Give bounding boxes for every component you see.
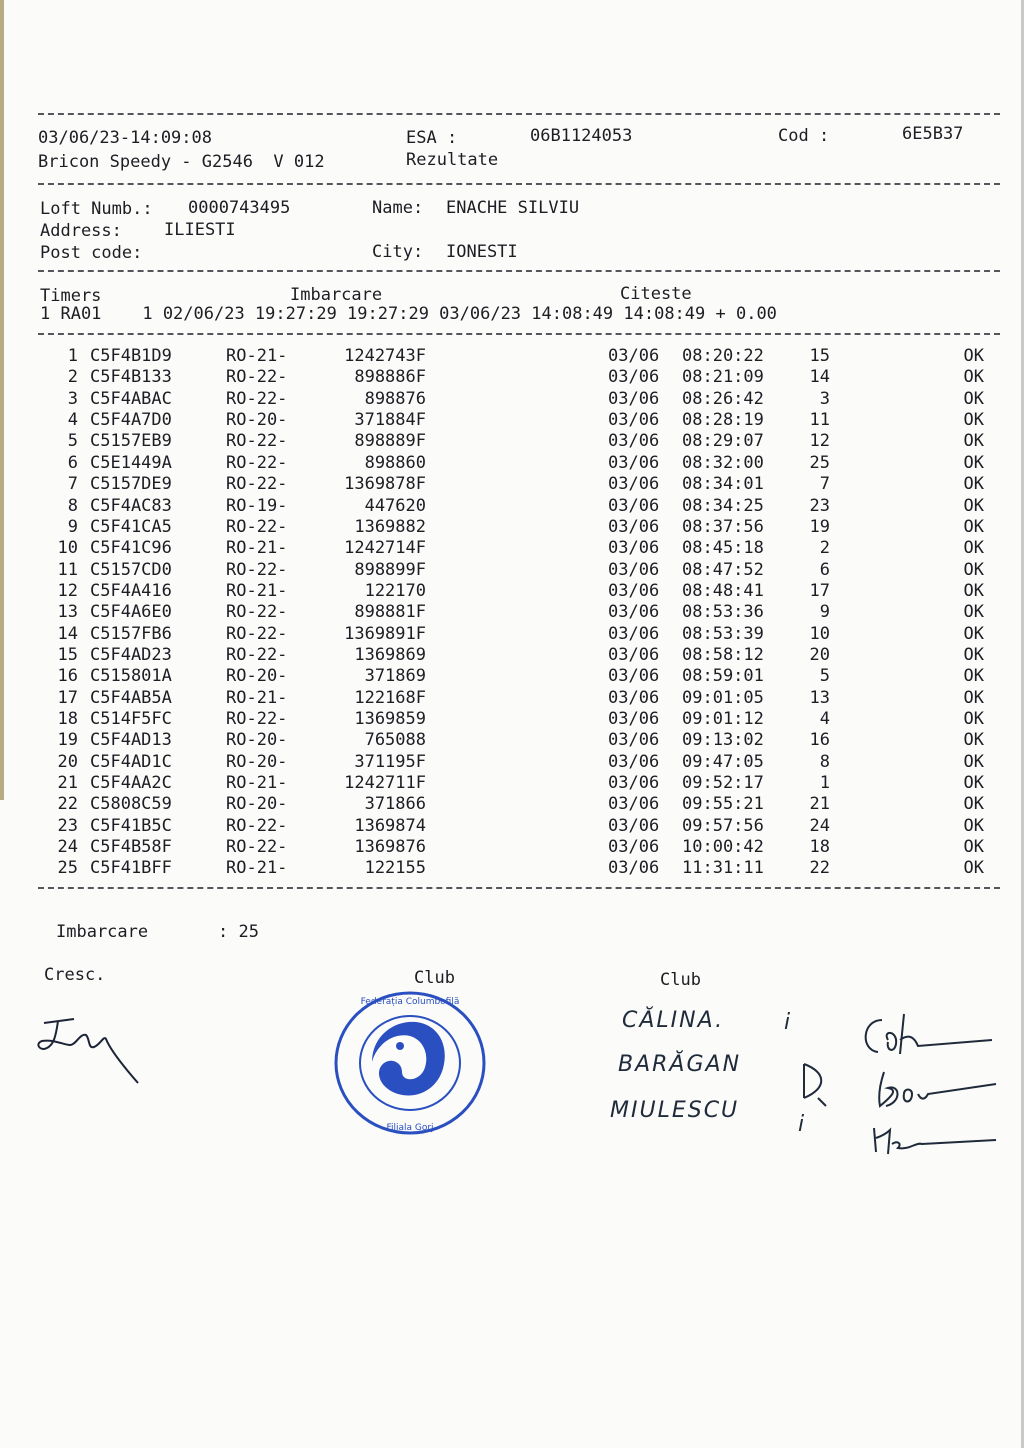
loft-label: Loft Numb.: [40, 199, 153, 219]
arrival-date: 03/06 [608, 431, 660, 452]
table-row [40, 431, 990, 452]
arrival-date: 03/06 [608, 858, 660, 879]
table-row [40, 602, 990, 623]
chip-id: C5F4B1D9 [90, 346, 172, 366]
arrival-time: 08:26:42 [682, 388, 764, 409]
ring-number: 122168F [354, 687, 426, 708]
row-index: 3 [67, 388, 78, 409]
arrival-date: 03/06 [608, 623, 660, 644]
row-index: 6 [67, 452, 78, 473]
arrival-time: 08:53:36 [682, 602, 764, 623]
arrival-date: 03/06 [608, 516, 660, 537]
arrival-date: 03/06 [608, 474, 660, 495]
ring-number: 1369869 [354, 644, 426, 665]
status-badge: OK [963, 410, 984, 431]
chip-id: C5F4AB5A [90, 687, 172, 708]
report-type: Rezultate [406, 150, 499, 170]
ring-number: 371884F [354, 410, 426, 431]
ring-prefix: RO-22- [226, 623, 288, 644]
chip-id: C5F4AD23 [90, 644, 172, 665]
arrival-time: 09:55:21 [682, 794, 764, 815]
arrival-date: 03/06 [608, 580, 660, 601]
ring-number: 371195F [354, 751, 426, 772]
chip-id: C5F41CA5 [90, 516, 172, 537]
basket-position: 25 [809, 452, 830, 473]
ring-prefix: RO-22- [226, 516, 288, 537]
row-index: 8 [67, 495, 78, 516]
table-row [40, 666, 990, 687]
arrival-time: 09:47:05 [682, 751, 764, 772]
chip-id: C5E1449A [90, 452, 172, 473]
arrival-time: 08:32:00 [682, 452, 764, 473]
ring-number: 122155 [364, 858, 426, 879]
ring-prefix: RO-21- [226, 580, 288, 601]
status-badge: OK [963, 858, 984, 879]
row-index: 20 [57, 751, 78, 772]
table-row [40, 517, 990, 538]
basket-position: 8 [819, 751, 830, 772]
chip-id: C5F4AA2C [90, 773, 172, 793]
loft-number: 0000743495 [188, 198, 291, 218]
ring-prefix: RO-22- [226, 559, 288, 580]
ring-number: 1369859 [354, 709, 426, 729]
ring-number: 1369891F [344, 623, 426, 644]
status-badge: OK [963, 538, 984, 559]
row-index: 13 [57, 602, 78, 623]
city-value: IONESTI [446, 242, 518, 262]
basket-position: 22 [809, 858, 830, 879]
chip-id: C5F4AD1C [90, 751, 172, 772]
basket-position: 4 [819, 709, 830, 729]
divider-header [38, 183, 1000, 185]
basket-position: 12 [809, 431, 830, 452]
status-badge: OK [963, 773, 984, 793]
arrival-time: 09:01:12 [682, 709, 764, 729]
citeste-header: Citeste [620, 284, 692, 304]
arrival-time: 08:28:19 [682, 410, 764, 431]
row-index: 9 [67, 516, 78, 537]
table-row [40, 624, 990, 645]
chip-id: C515801A [90, 666, 172, 687]
ring-number: 371869 [364, 666, 426, 687]
basket-position: 15 [809, 346, 830, 366]
ring-number: 122170 [364, 580, 426, 601]
arrival-date: 03/06 [608, 815, 660, 836]
status-badge: OK [963, 516, 984, 537]
arrival-date: 03/06 [608, 602, 660, 623]
svg-text:Federația Columbofilă: Federația Columbofilă [360, 997, 460, 1007]
club-stamp [332, 990, 488, 1136]
status-badge: OK [963, 602, 984, 623]
divider-loft [38, 270, 1000, 272]
table-row [40, 645, 990, 666]
arrival-date: 03/06 [608, 666, 660, 687]
club-label-1: Club [414, 968, 455, 988]
arrival-date: 03/06 [608, 837, 660, 857]
chip-id: C5F4AD13 [90, 730, 172, 751]
timers-label: Timers [40, 286, 102, 306]
arrival-time: 09:52:17 [682, 773, 764, 793]
page-edge-left [0, 0, 4, 800]
ring-prefix: RO-21- [226, 538, 288, 559]
arrival-time: 08:34:01 [682, 474, 764, 495]
ring-prefix: RO-22- [226, 431, 288, 452]
row-index: 5 [67, 431, 78, 452]
basket-position: 5 [819, 666, 830, 687]
ring-number: 898886F [354, 367, 426, 388]
ring-prefix: RO-21- [226, 687, 288, 708]
arrival-date: 03/06 [608, 495, 660, 516]
chip-id: C5F41BFF [90, 858, 172, 879]
address-value: ILIESTI [164, 220, 236, 240]
basket-position: 7 [819, 474, 830, 495]
arrival-time: 08:29:07 [682, 431, 764, 452]
ring-number: 1369876 [354, 837, 426, 857]
arrival-time: 11:31:11 [682, 858, 764, 879]
chip-id: C5808C59 [90, 794, 172, 815]
basket-position: 24 [809, 815, 830, 836]
status-badge: OK [963, 346, 984, 366]
status-badge: OK [963, 837, 984, 857]
row-index: 11 [57, 559, 78, 580]
basket-position: 16 [809, 730, 830, 751]
imbarcare-header: Imbarcare [290, 285, 383, 305]
status-badge: OK [963, 452, 984, 473]
ring-number: 371866 [364, 794, 426, 815]
table-row [40, 688, 990, 709]
ring-number: 1369878F [344, 474, 426, 495]
table-row [40, 816, 990, 837]
arrival-date: 03/06 [608, 410, 660, 431]
ring-prefix: RO-22- [226, 474, 288, 495]
chip-id: C5157FB6 [90, 623, 172, 644]
table-row [40, 773, 990, 794]
status-badge: OK [963, 815, 984, 836]
ring-prefix: RO-20- [226, 410, 288, 431]
table-row [40, 367, 990, 388]
basket-position: 19 [809, 516, 830, 537]
chip-id: C5F4AC83 [90, 495, 172, 516]
arrival-date: 03/06 [608, 687, 660, 708]
chip-id: C5157CD0 [90, 559, 172, 580]
table-row [40, 858, 990, 879]
arrival-date: 03/06 [608, 367, 660, 388]
divider-timers [38, 333, 1000, 335]
arrival-date: 03/06 [608, 644, 660, 665]
ring-number: 765088 [364, 730, 426, 751]
tick-mark-1: i [784, 1010, 793, 1035]
chip-id: C5F4A7D0 [90, 410, 172, 431]
svg-text:Filiala Gorj: Filiala Gorj [386, 1123, 434, 1133]
basket-position: 6 [819, 559, 830, 580]
ring-prefix: RO-22- [226, 709, 288, 729]
status-badge: OK [963, 388, 984, 409]
basket-position: 18 [809, 837, 830, 857]
arrival-time: 09:13:02 [682, 730, 764, 751]
row-index: 14 [57, 623, 78, 644]
ring-prefix: RO-22- [226, 388, 288, 409]
chip-id: C514F5FC [90, 709, 172, 729]
city-label: City: [372, 242, 424, 262]
table-row [40, 794, 990, 815]
status-badge: OK [963, 644, 984, 665]
arrival-time: 08:53:39 [682, 623, 764, 644]
basket-position: 3 [819, 388, 830, 409]
ring-prefix: RO-20- [226, 751, 288, 772]
chip-id: C5157DE9 [90, 474, 172, 495]
arrival-time: 09:01:05 [682, 687, 764, 708]
ring-prefix: RO-21- [226, 346, 288, 366]
row-index: 7 [67, 474, 78, 495]
address-label: Address: [40, 221, 122, 241]
handwritten-name-3: MIULESCU [610, 1098, 740, 1123]
postcode-label: Post code: [40, 243, 143, 263]
basket-position: 9 [819, 602, 830, 623]
table-row [40, 709, 990, 730]
club-label-2: Club [660, 970, 701, 990]
ring-prefix: RO-22- [226, 815, 288, 836]
status-badge: OK [963, 730, 984, 751]
chip-id: C5F4B133 [90, 367, 172, 388]
status-badge: OK [963, 431, 984, 452]
row-index: 4 [67, 410, 78, 431]
basket-position: 20 [809, 644, 830, 665]
arrival-date: 03/06 [608, 346, 660, 366]
ring-number: 1242743F [344, 346, 426, 366]
status-badge: OK [963, 623, 984, 644]
basket-position: 11 [809, 410, 830, 431]
status-badge: OK [963, 367, 984, 388]
status-badge: OK [963, 666, 984, 687]
row-index: 16 [57, 666, 78, 687]
arrival-date: 03/06 [608, 388, 660, 409]
status-badge: OK [963, 474, 984, 495]
row-index: 19 [57, 730, 78, 751]
status-badge: OK [963, 495, 984, 516]
arrival-time: 08:21:09 [682, 367, 764, 388]
arrival-time: 08:47:52 [682, 559, 764, 580]
ring-number: 1369874 [354, 815, 426, 836]
arrival-date: 03/06 [608, 730, 660, 751]
chip-id: C5F4ABAC [90, 388, 172, 409]
ring-prefix: RO-22- [226, 452, 288, 473]
table-row [40, 581, 990, 602]
table-row [40, 752, 990, 773]
status-badge: OK [963, 751, 984, 772]
ring-prefix: RO-20- [226, 666, 288, 687]
table-row [40, 389, 990, 410]
cresc-label: Cresc. [44, 965, 106, 985]
table-row [40, 538, 990, 559]
imbarcare-total-label: Imbarcare [56, 922, 149, 942]
basket-position: 17 [809, 580, 830, 601]
table-row [40, 346, 990, 367]
ring-number: 898860 [364, 452, 426, 473]
esa-label: ESA : [406, 128, 458, 148]
row-index: 24 [57, 837, 78, 857]
ring-number: 1242714F [344, 538, 426, 559]
ring-prefix: RO-19- [226, 495, 288, 516]
status-badge: OK [963, 687, 984, 708]
row-index: 25 [57, 858, 78, 879]
arrival-date: 03/06 [608, 751, 660, 772]
ring-prefix: RO-21- [226, 773, 288, 793]
table-row [40, 474, 990, 495]
table-row [40, 730, 990, 751]
basket-position: 21 [809, 794, 830, 815]
divider-bottom [38, 887, 1000, 889]
chip-id: C5F4A6E0 [90, 602, 172, 623]
ring-number: 1242711F [344, 773, 426, 793]
ring-prefix: RO-22- [226, 644, 288, 665]
device-name: Bricon Speedy - G2546 V 012 [38, 152, 325, 172]
row-index: 2 [67, 367, 78, 388]
status-badge: OK [963, 709, 984, 729]
status-badge: OK [963, 559, 984, 580]
ring-prefix: RO-20- [226, 794, 288, 815]
arrival-time: 08:34:25 [682, 495, 764, 516]
arrival-time: 10:00:42 [682, 837, 764, 857]
handwritten-name-2: BARĂGAN [618, 1052, 742, 1077]
cod-value: 6E5B37 [902, 124, 964, 144]
bracket-mark [796, 1058, 836, 1108]
ring-prefix: RO-22- [226, 837, 288, 857]
chip-id: C5F41C96 [90, 538, 172, 559]
row-index: 21 [57, 773, 78, 793]
table-row [40, 453, 990, 474]
arrival-time: 08:59:01 [682, 666, 764, 687]
arrival-time: 08:20:22 [682, 346, 764, 366]
arrival-date: 03/06 [608, 709, 660, 729]
arrival-time: 08:58:12 [682, 644, 764, 665]
ring-number: 898889F [354, 431, 426, 452]
chip-id: C5F4A416 [90, 580, 172, 601]
row-index: 22 [57, 794, 78, 815]
row-index: 15 [57, 644, 78, 665]
basket-position: 2 [819, 538, 830, 559]
ring-number: 898881F [354, 602, 426, 623]
chip-id: C5F4B58F [90, 837, 172, 857]
row-index: 18 [57, 709, 78, 729]
arrival-time: 08:37:56 [682, 516, 764, 537]
arrival-date: 03/06 [608, 773, 660, 793]
table-row [40, 837, 990, 858]
arrival-time: 09:57:56 [682, 815, 764, 836]
arrival-date: 03/06 [608, 794, 660, 815]
row-index: 1 [67, 346, 78, 366]
status-badge: OK [963, 794, 984, 815]
basket-position: 13 [809, 687, 830, 708]
club-signatures [852, 1010, 1002, 1160]
cod-label: Cod : [778, 126, 830, 146]
basket-position: 23 [809, 495, 830, 516]
table-row [40, 410, 990, 431]
ring-number: 1369882 [354, 516, 426, 537]
arrival-time: 08:48:41 [682, 580, 764, 601]
ring-prefix: RO-20- [226, 730, 288, 751]
timer-line: 1 RA01 1 02/06/23 19:27:29 19:27:29 03/06/23 14:08:49 14:08:49 + 0.00 [40, 304, 777, 324]
status-badge: OK [963, 580, 984, 601]
table-row [40, 560, 990, 581]
ring-number: 898876 [364, 388, 426, 409]
ring-number: 898899F [354, 559, 426, 580]
ring-prefix: RO-21- [226, 858, 288, 879]
ring-number: 447620 [364, 495, 426, 516]
tick-mark-3: i [798, 1112, 807, 1137]
owner-name: ENACHE SILVIU [446, 198, 580, 218]
basket-position: 10 [809, 623, 830, 644]
row-index: 23 [57, 815, 78, 836]
ring-prefix: RO-22- [226, 602, 288, 623]
arrival-date: 03/06 [608, 538, 660, 559]
arrival-date: 03/06 [608, 452, 660, 473]
esa-value: 06B1124053 [530, 126, 633, 146]
row-index: 17 [57, 687, 78, 708]
report-datetime: 03/06/23-14:09:08 [38, 128, 212, 148]
chip-id: C5157EB9 [90, 431, 172, 452]
imbarcare-total-value: : 25 [218, 922, 259, 942]
ring-prefix: RO-22- [226, 367, 288, 388]
basket-position: 14 [809, 367, 830, 388]
row-index: 10 [57, 538, 78, 559]
row-index: 12 [57, 580, 78, 601]
name-label: Name: [372, 198, 424, 218]
arrival-time: 08:45:18 [682, 538, 764, 559]
breeder-signature [34, 1005, 154, 1095]
divider-top [38, 113, 1000, 115]
basket-position: 1 [819, 773, 830, 793]
chip-id: C5F41B5C [90, 815, 172, 836]
handwritten-name-1: CĂLINA. [622, 1008, 725, 1033]
table-row [40, 496, 990, 517]
arrival-date: 03/06 [608, 559, 660, 580]
